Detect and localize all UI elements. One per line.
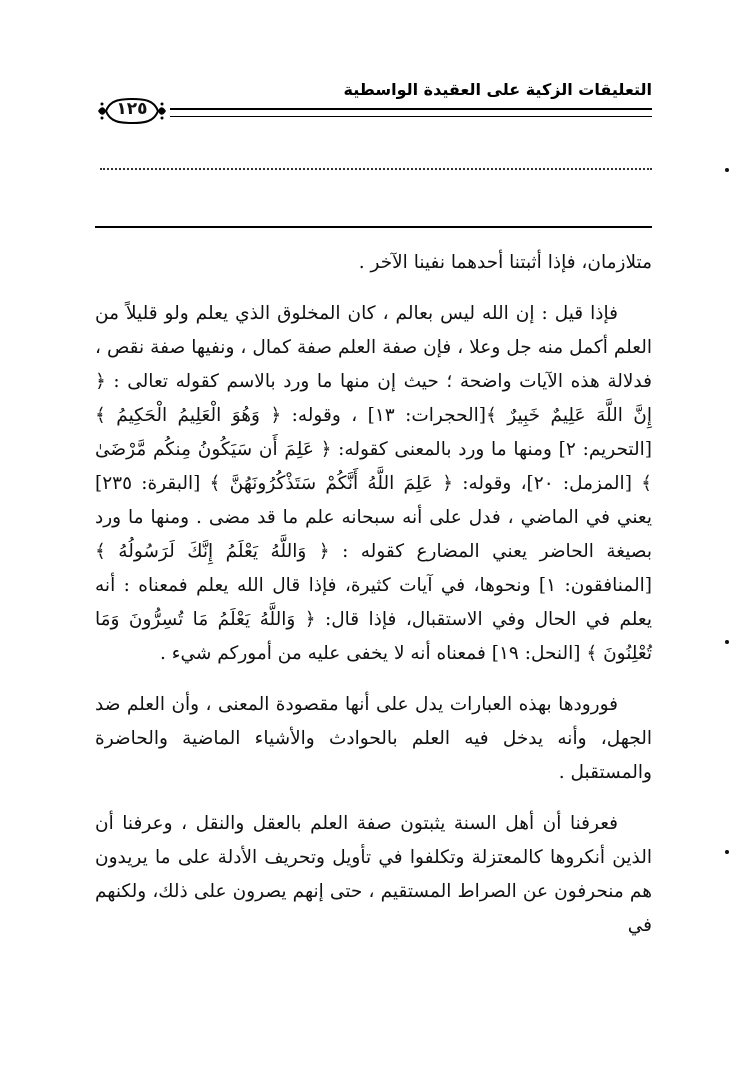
page-number-badge: [96, 96, 168, 126]
text-separator-rule: [95, 226, 652, 228]
paragraph-3: فورودها بهذه العبارات يدل على أنها مقصودة المعنى ، وأن العلم ضد الجهل، وأنه يدخل فيه العلم بالحوادث والأشياء الماضية والحاضرة والمستقبل .: [95, 694, 652, 783]
page-number: ١٢٥: [116, 99, 148, 119]
header-rule: [170, 108, 652, 117]
body-text: [95, 246, 652, 943]
paragraph-1: متلازمان، فإذا أثبتنا أحدهما نفينا الآخر .: [358, 252, 652, 273]
running-header-title: التعليقات الزكية على العقيدة الواسطية: [343, 80, 652, 99]
dotted-divider: [100, 168, 652, 180]
scan-mark: [725, 850, 729, 854]
scan-mark: [725, 640, 729, 644]
paragraph-2: فإذا قيل : إن الله ليس بعالم ، كان المخلوق الذي يعلم ولو قليلاً من العلم أكمل منه جل وعلا ، فإن صفة العلم صفة كمال ، ونفيها صفة نقص ، فدلالة هذه الآيات واضحة ؛ حيث إن منها ما ورد بالاسم كقوله تعالى : ﴿ إِنَّ اللَّهَ عَلِيمٌ خَبِيرٌ ﴾[الحجرات: ١٣] ، وقوله: ﴿ وَهُوَ الْعَلِيمُ الْحَكِيمُ ﴾ [التحريم: ٢] ومنها ما ورد بالمعنى كقوله: ﴿ عَلِمَ أَن سَيَكُونُ مِنكُم مَّرْضَىٰ ﴾ [المزمل: ٢٠]، وقوله: ﴿ عَلِمَ اللَّهُ أَنَّكُمْ سَتَذْكُرُونَهُنَّ ﴾ [البقرة: ٢٣٥] يعني في الماضي ، فدل على أنه سبحانه علم ما قد مضى . ومنها ما ورد بصيغة الحاضر يعني المضارع كقوله : ﴿ وَاللَّهُ يَعْلَمُ إِنَّكَ لَرَسُولُهُ ﴾ [المنافقون: ١] ونحوها، في آيات كثيرة، فإذا قال الله يعلم فمعناه : أنه يعلم في الحال وفي الاستقبال، فإذا قال: ﴿ وَاللَّهُ يَعْلَمُ مَا تُسِرُّونَ وَمَا تُعْلِنُونَ ﴾ [النحل: ١٩] فمعناه أنه لا يخفى عليه من أموركم شيء .: [95, 303, 653, 664]
scan-mark: [725, 168, 729, 172]
paragraph-4: فعرفنا أن أهل السنة يثبتون صفة العلم بالعقل والنقل ، وعرفنا أن الذين أنكروها كالمعتزلة وتكلفوا في تأويل وتحريف الأدلة على ما يريدون هم منحرفون عن الصراط المستقيم ، حتى إنهم يصرون على ذلك، ولكنهم في: [95, 813, 652, 936]
